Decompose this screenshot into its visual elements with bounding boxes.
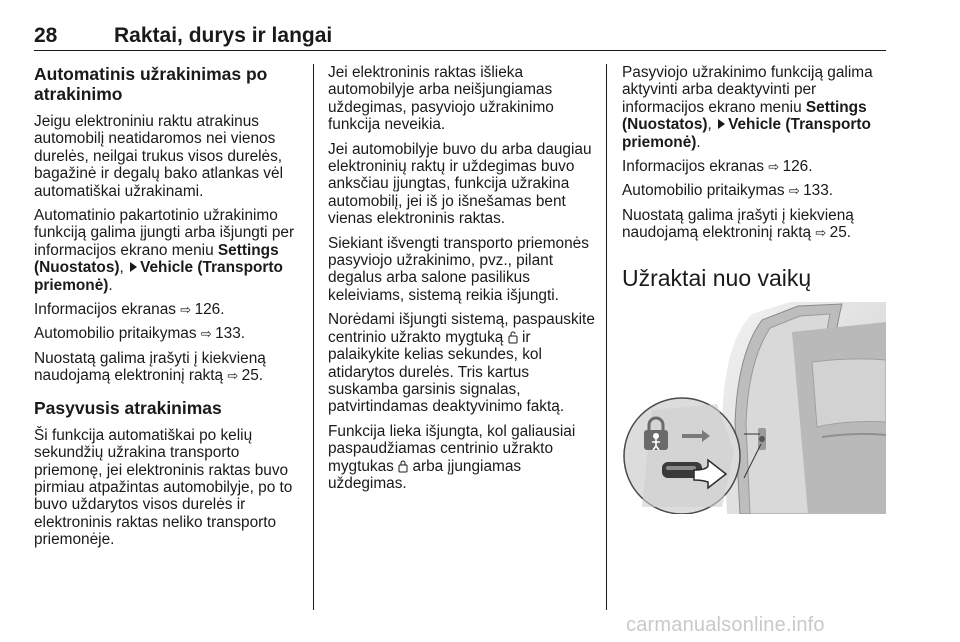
paragraph: Norėdami išjungti sistemą, paspauskite centrinio užrakto mygtuką ir palaikykite kelias sekundes, kol atidarytos durelės. Tris kartus suskamba garsinis signalas, patvirtindamas deaktyvinimo faktą. xyxy=(328,311,595,416)
paragraph: Jeigu elektroniniu raktu atrakinus automobilį neatidaromos nei vienos durelės, neilgai trukus visos durelės, bagažinė ir degalų bako atlankas vėl automatiškai užrakinami. xyxy=(34,113,283,200)
section-heading-passive-locking: Pasyvusis atrakinimas xyxy=(34,397,222,418)
menu-settings-label: Settings (Nuostatos) xyxy=(34,241,279,277)
menu-vehicle-label: Vehicle (Transporto priemonė) xyxy=(34,259,283,294)
paragraph: Jei automobilyje buvo du arba daugiau elektroninių raktų ir uždegimas buvo anksčiau įjungtas, funkcija užrakina automobilį, jei iš jo išnešamas bent vienas elektroninis raktas. xyxy=(328,140,592,228)
paragraph: Ši funkcija automatiškai po kelių sekundžių užrakina transporto priemonę, jei elektroninis raktas buvo pirmiau atpažintas automobilyje, po to buvo uždarytos visos durelės ir elektroninis raktas neliko transporto priemonėje. xyxy=(34,426,293,549)
paragraph: Informacijos ekranas ⇨ 126. xyxy=(34,301,225,319)
page-reference-icon: ⇨ xyxy=(180,302,192,318)
paragraph: Automatinio pakartotinio užrakinimo funkciją galima įjungti arba išjungti per informacijos ekrano meniu Settings (Nuostatos), Vehicle (Transporto priemonė). xyxy=(34,207,295,294)
page-reference-icon: ⇨ xyxy=(815,225,827,241)
paragraph: Siekiant išvengti transporto priemonės pasyviojo užrakinimo, pvz., pilant degalus arba salone pasilikus keleiviams, sistemą reikia išjungti. xyxy=(328,234,589,304)
page-number: 28 xyxy=(34,24,58,47)
paragraph: Jei elektroninis raktas išlieka automobilyje arba neišjungiamas uždegimas, pasyviojo užrakinimo funkcija neveikia. xyxy=(328,64,554,134)
page-reference-icon: ⇨ xyxy=(200,326,212,342)
column-divider xyxy=(313,64,314,610)
column-3 xyxy=(622,64,886,308)
menu-arrow-icon xyxy=(718,119,725,129)
lock-button-icon xyxy=(398,460,408,473)
page-reference-icon: ⇨ xyxy=(788,183,800,199)
paragraph: Automobilio pritaikymas ⇨ 133. xyxy=(34,325,246,343)
page-reference-icon: ⇨ xyxy=(768,159,780,175)
watermark: carmanualsonline.info xyxy=(626,614,825,636)
column-1 xyxy=(34,64,306,556)
column-divider xyxy=(606,64,607,610)
section-heading-auto-relock: Automatinis užrakinimas po atrakinimo xyxy=(34,64,268,104)
paragraph: Automobilio pritaikymas ⇨ 133. xyxy=(622,182,834,200)
paragraph: Nuostatą galima įrašyti į kiekvieną naudojamą elektroninį raktą ⇨ 25. xyxy=(34,349,266,385)
page-reference-icon: ⇨ xyxy=(227,368,239,384)
column-2 xyxy=(328,64,596,499)
child-lock-illustration xyxy=(622,302,886,514)
menu-arrow-icon xyxy=(130,262,137,272)
chapter-title: Raktai, durys ir langai xyxy=(114,24,333,47)
paragraph: Pasyviojo užrakinimo funkciją galima aktyvinti arba deaktyvinti per informacijos ekrano meniu Settings (Nuostatos), Vehicle (Transporto priemonė). xyxy=(622,64,873,151)
paragraph: Funkcija lieka išjungta, kol galiausiai paspaudžiamas centrinio užrakto mygtukas arba įjungiamas uždegimas. xyxy=(328,422,576,492)
menu-settings-label: Settings (Nuostatos) xyxy=(622,98,867,134)
paragraph: Nuostatą galima įrašyti į kiekvieną naudojamą elektroninį raktą ⇨ 25. xyxy=(622,206,854,242)
section-heading-child-locks: Užraktai nuo vaikų xyxy=(622,264,812,291)
unlock-button-icon xyxy=(508,331,518,344)
page-header xyxy=(34,4,886,51)
menu-vehicle-label: Vehicle (Transporto priemonė) xyxy=(622,116,871,151)
paragraph: Informacijos ekranas ⇨ 126. xyxy=(622,158,813,176)
